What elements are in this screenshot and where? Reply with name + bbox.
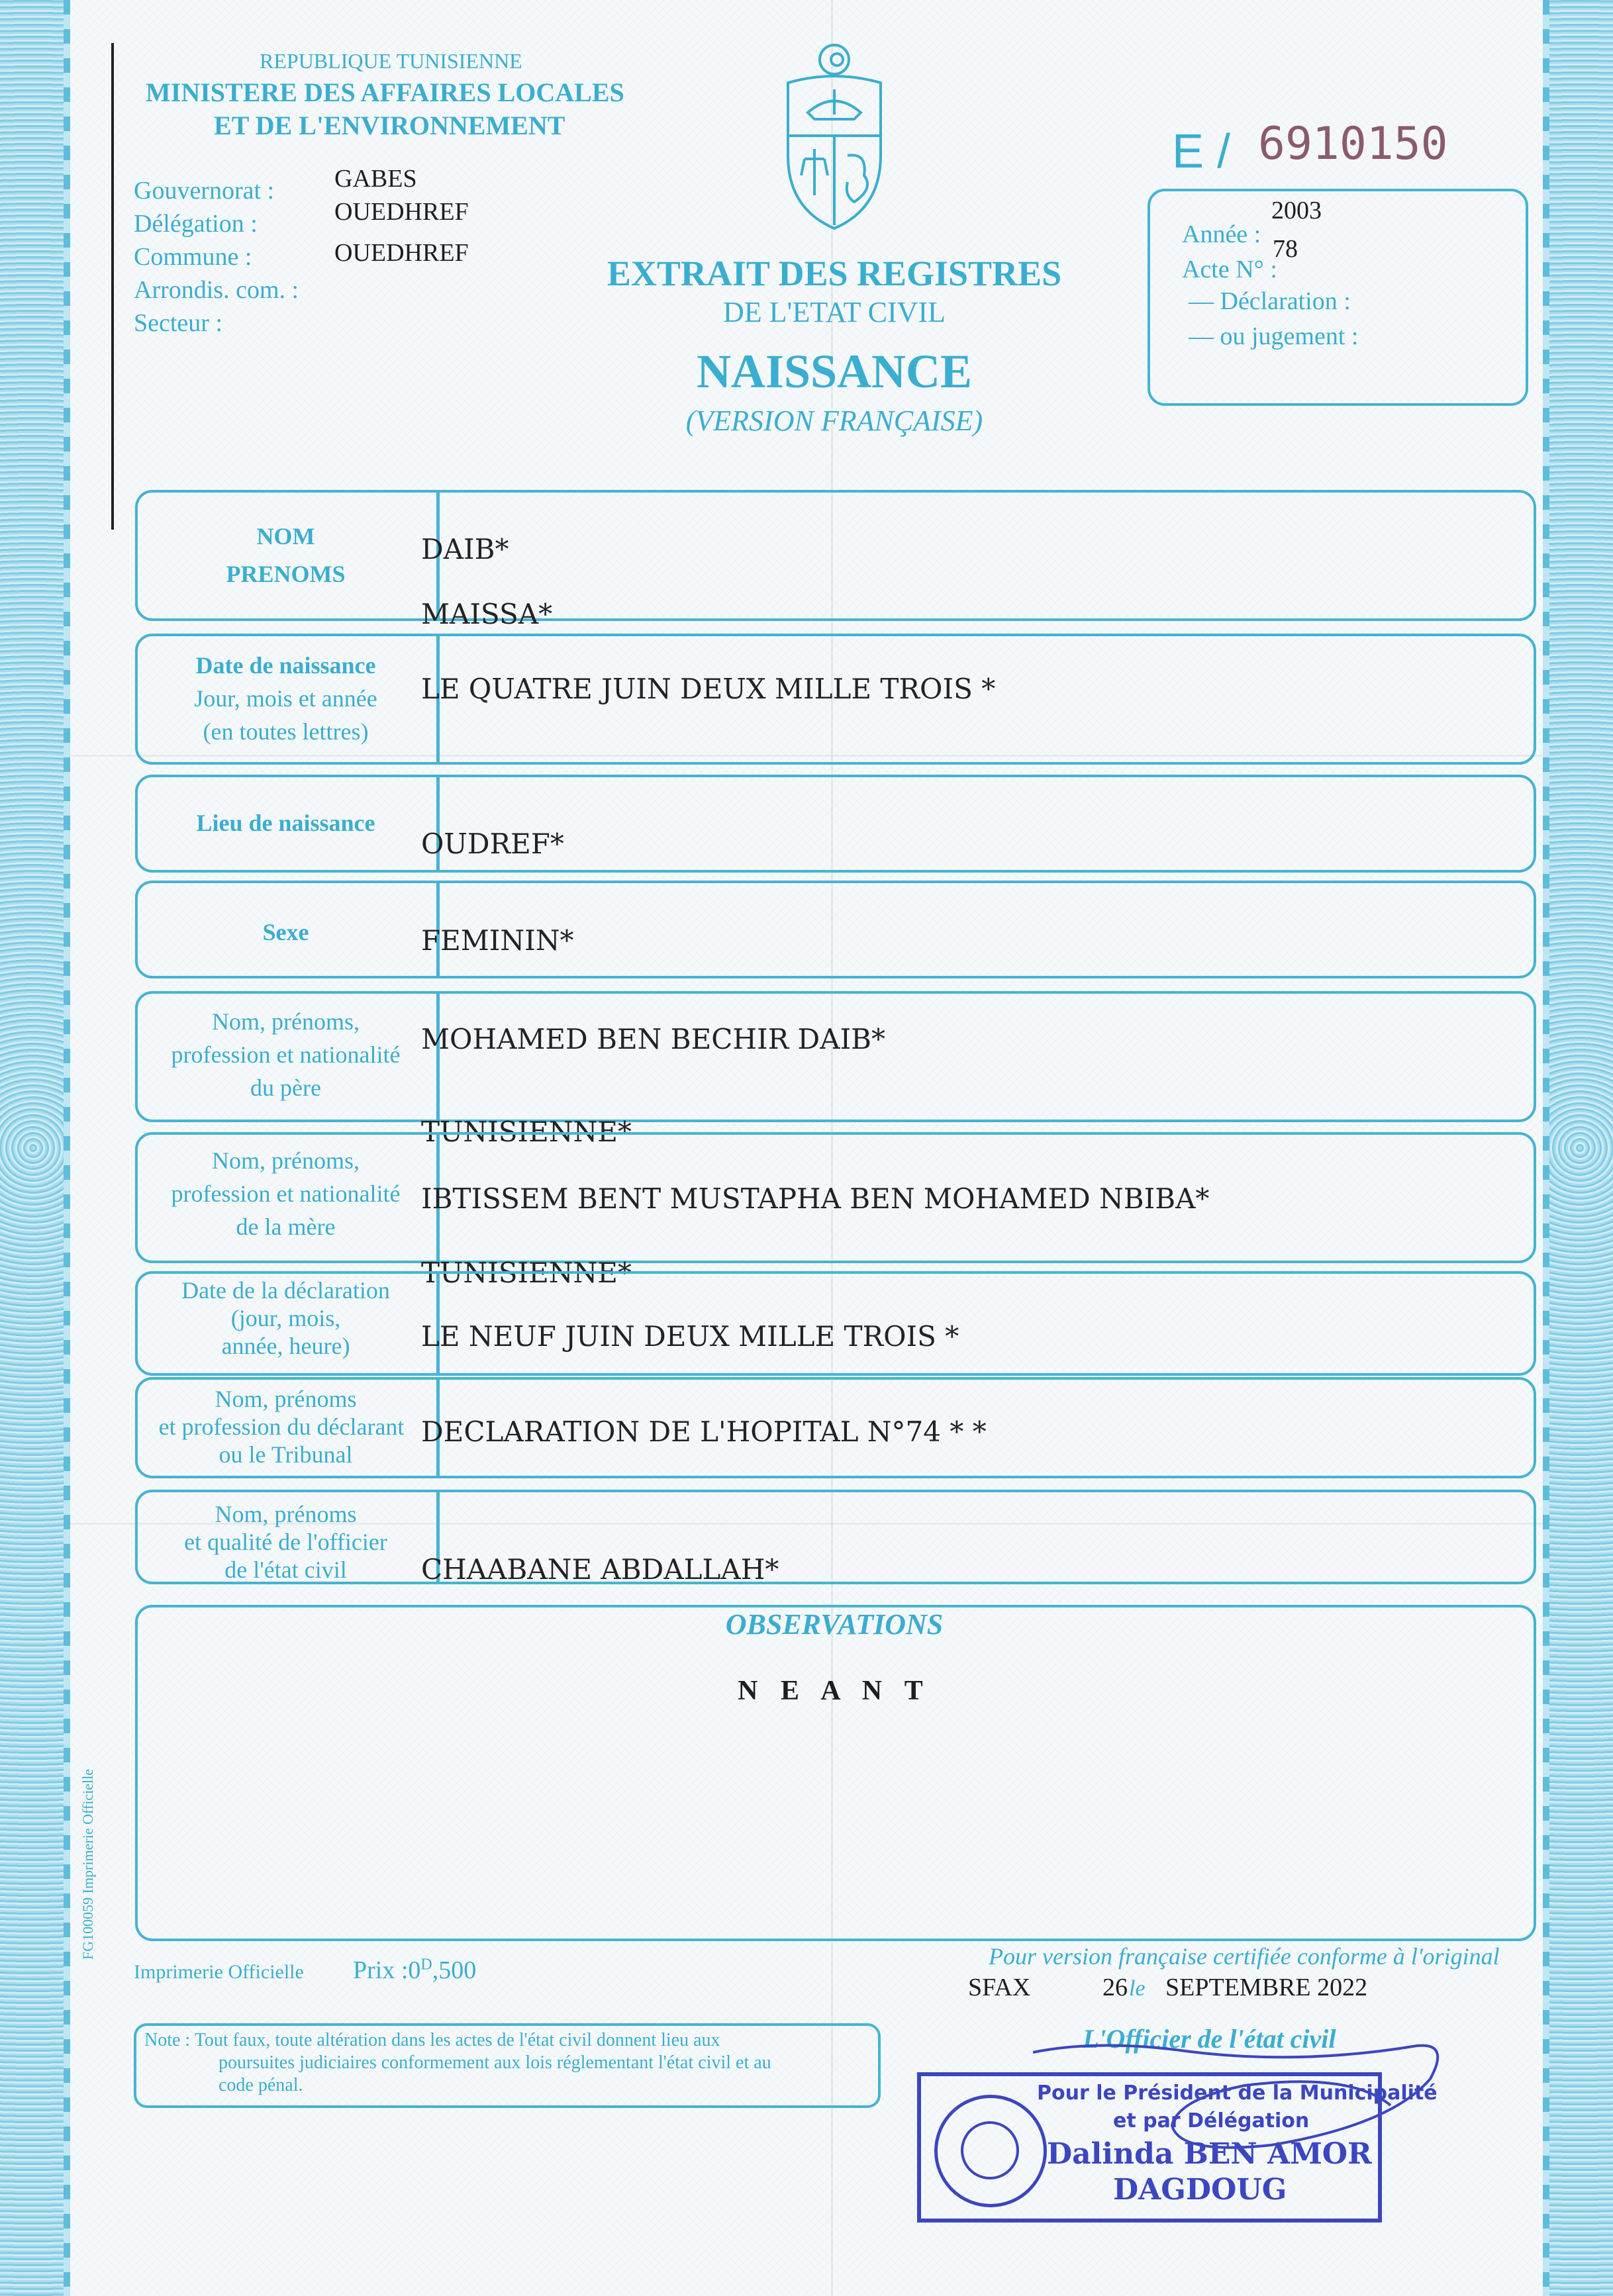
guilloche-border-left-wave: [64, 0, 70, 2296]
date-naissance-sublabel: Jour, mois et année: [194, 685, 377, 712]
jugement-label: — ou jugement :: [1189, 322, 1359, 350]
acte-label: Acte N° :: [1182, 256, 1277, 283]
declaration-date-label1: Date de la déclaration: [181, 1277, 390, 1304]
stamp-line1: Pour le Président de la Municipalité: [1037, 2081, 1438, 2105]
header-margin-line: [111, 43, 114, 530]
officier-label2: et qualité de l'officier: [184, 1529, 387, 1555]
stamp-line2: et par Délégation: [1113, 2109, 1310, 2132]
sexe-value: FEMININ*: [421, 924, 574, 957]
mere-value: IBTISSEM BENT MUSTAPHA BEN MOHAMED NBIBA*: [421, 1182, 1210, 1215]
mere-label2: profession et nationalité: [171, 1180, 401, 1207]
mere-label3: de la mère: [236, 1214, 336, 1240]
sexe-label: Sexe: [262, 919, 309, 945]
stamp-line3: Dalinda BEN AMOR: [1047, 2137, 1372, 2171]
pere-label1: Nom, prénoms,: [212, 1008, 360, 1035]
date-naissance-sublabel2: (en toutes lettres): [203, 718, 369, 745]
date-naissance-value: LE QUATRE JUIN DEUX MILLE TROIS *: [421, 673, 996, 705]
price-label: Prix $:0^D,500$: [353, 1956, 477, 1984]
declaration-label: — Déclaration :: [1189, 287, 1351, 315]
observations-value: N E A N T: [738, 1676, 931, 1706]
guilloche-border-right-wave: [1543, 0, 1549, 2296]
guilloche-border-right: [1547, 0, 1613, 2296]
footer-le: le: [1129, 1976, 1146, 2001]
title-naissance: NAISSANCE: [696, 345, 973, 398]
footer-day: 26: [1102, 1974, 1128, 2001]
row-nom-label-cell: [135, 490, 440, 621]
observations-box: [135, 1605, 1536, 1941]
pere-value: MOHAMED BEN BECHIR DAIB*: [421, 1023, 886, 1055]
declaration-date-value: LE NEUF JUIN DEUX MILLE TROIS *: [421, 1320, 959, 1353]
arrondissement-label: Arrondis. com. :: [134, 276, 299, 304]
note-line1: Note : Tout faux, toute altération dans les actes de l'état civil donnent lieu aux: [144, 2030, 720, 2050]
observations-title: OBSERVATIONS: [725, 1608, 944, 1641]
ministry-line1: MINISTERE DES AFFAIRES LOCALES: [146, 77, 624, 107]
officier-value: CHAABANE ABDALLAH*: [421, 1553, 779, 1586]
annee-label: Année :: [1182, 220, 1261, 248]
declarant-value: DECLARATION DE L'HOPITAL N°74 * *: [421, 1415, 987, 1448]
municipal-seal-icon: [934, 2095, 1047, 2207]
pere-nationalite: TUNISIENNE*: [421, 1116, 632, 1148]
stamp-line4: DAGDOUG: [1113, 2173, 1287, 2207]
prenoms-label: PRENOMS: [226, 561, 346, 587]
official-stamp: [917, 2072, 1438, 2223]
serial-prefix: E /: [1172, 125, 1231, 178]
note-line3: code pénal.: [219, 2075, 303, 2095]
annee-value: 2003: [1271, 197, 1322, 224]
guilloche-border-left: [0, 0, 66, 2296]
commune-label: Commune :: [134, 243, 252, 271]
mere-nationalite: TUNISIENNE*: [421, 1257, 632, 1289]
declaration-date-label3: année, heure): [221, 1333, 350, 1359]
pere-label2: profession et nationalité: [171, 1041, 401, 1068]
declaration-date-label2: (jour, mois,: [230, 1305, 341, 1331]
secteur-label: Secteur :: [134, 309, 223, 337]
nom-value: DAIB*: [421, 533, 509, 565]
lieu-value: OUDREF*: [421, 828, 564, 860]
title-line2: DE L'ETAT CIVIL: [723, 296, 946, 328]
prenoms-value: MAISSA*: [421, 598, 553, 630]
mere-label1: Nom, prénoms,: [212, 1147, 360, 1174]
title-line1: EXTRAIT DES REGISTRES: [607, 254, 1062, 293]
ministry-line2: ET DE L'ENVIRONNEMENT: [214, 111, 565, 140]
nom-label: NOM: [256, 523, 315, 550]
commune-value: OUEDHREF: [334, 239, 469, 267]
pere-label3: du père: [250, 1075, 321, 1101]
declarant-label1: Nom, prénoms: [215, 1386, 357, 1412]
side-print-code: FG100059 Imprimerie Officielle: [79, 1769, 96, 1960]
officer-title: L'Officier de l'état civil: [1083, 2024, 1336, 2054]
delegation-label: Délégation :: [134, 210, 258, 238]
officier-label3: de l'état civil: [224, 1556, 347, 1583]
title-version: (VERSION FRANÇAISE): [685, 405, 983, 437]
gouvernorat-value: GABES: [334, 165, 417, 193]
republic-label: REPUBLIQUE TUNISIENNE: [260, 49, 522, 73]
date-naissance-label: Date de naissance: [195, 652, 376, 679]
officier-label1: Nom, prénoms: [215, 1501, 357, 1527]
delegation-value: OUEDHREF: [334, 198, 469, 226]
printer-label: Imprimerie Officielle: [134, 1961, 304, 1983]
note-line2: poursuites judiciaires conformement aux lois réglementant l'état civil et au: [219, 2052, 771, 2073]
declarant-label2: et profession du déclarant: [158, 1413, 405, 1440]
footer-city: SFAX: [968, 1974, 1031, 2001]
gouvernorat-label: Gouvernorat :: [134, 177, 275, 205]
serial-number: 6910150: [1258, 118, 1448, 170]
lieu-label: Lieu de naissance: [196, 810, 375, 836]
acte-value: 78: [1273, 235, 1298, 263]
declarant-label3: ou le Tribunal: [219, 1441, 353, 1468]
footer-date: SEPTEMBRE 2022: [1165, 1974, 1368, 2001]
tunisia-coat-of-arms-icon: [768, 36, 901, 235]
certified-conforme: Pour version française certifiée conforme à l'original: [989, 1943, 1500, 1970]
